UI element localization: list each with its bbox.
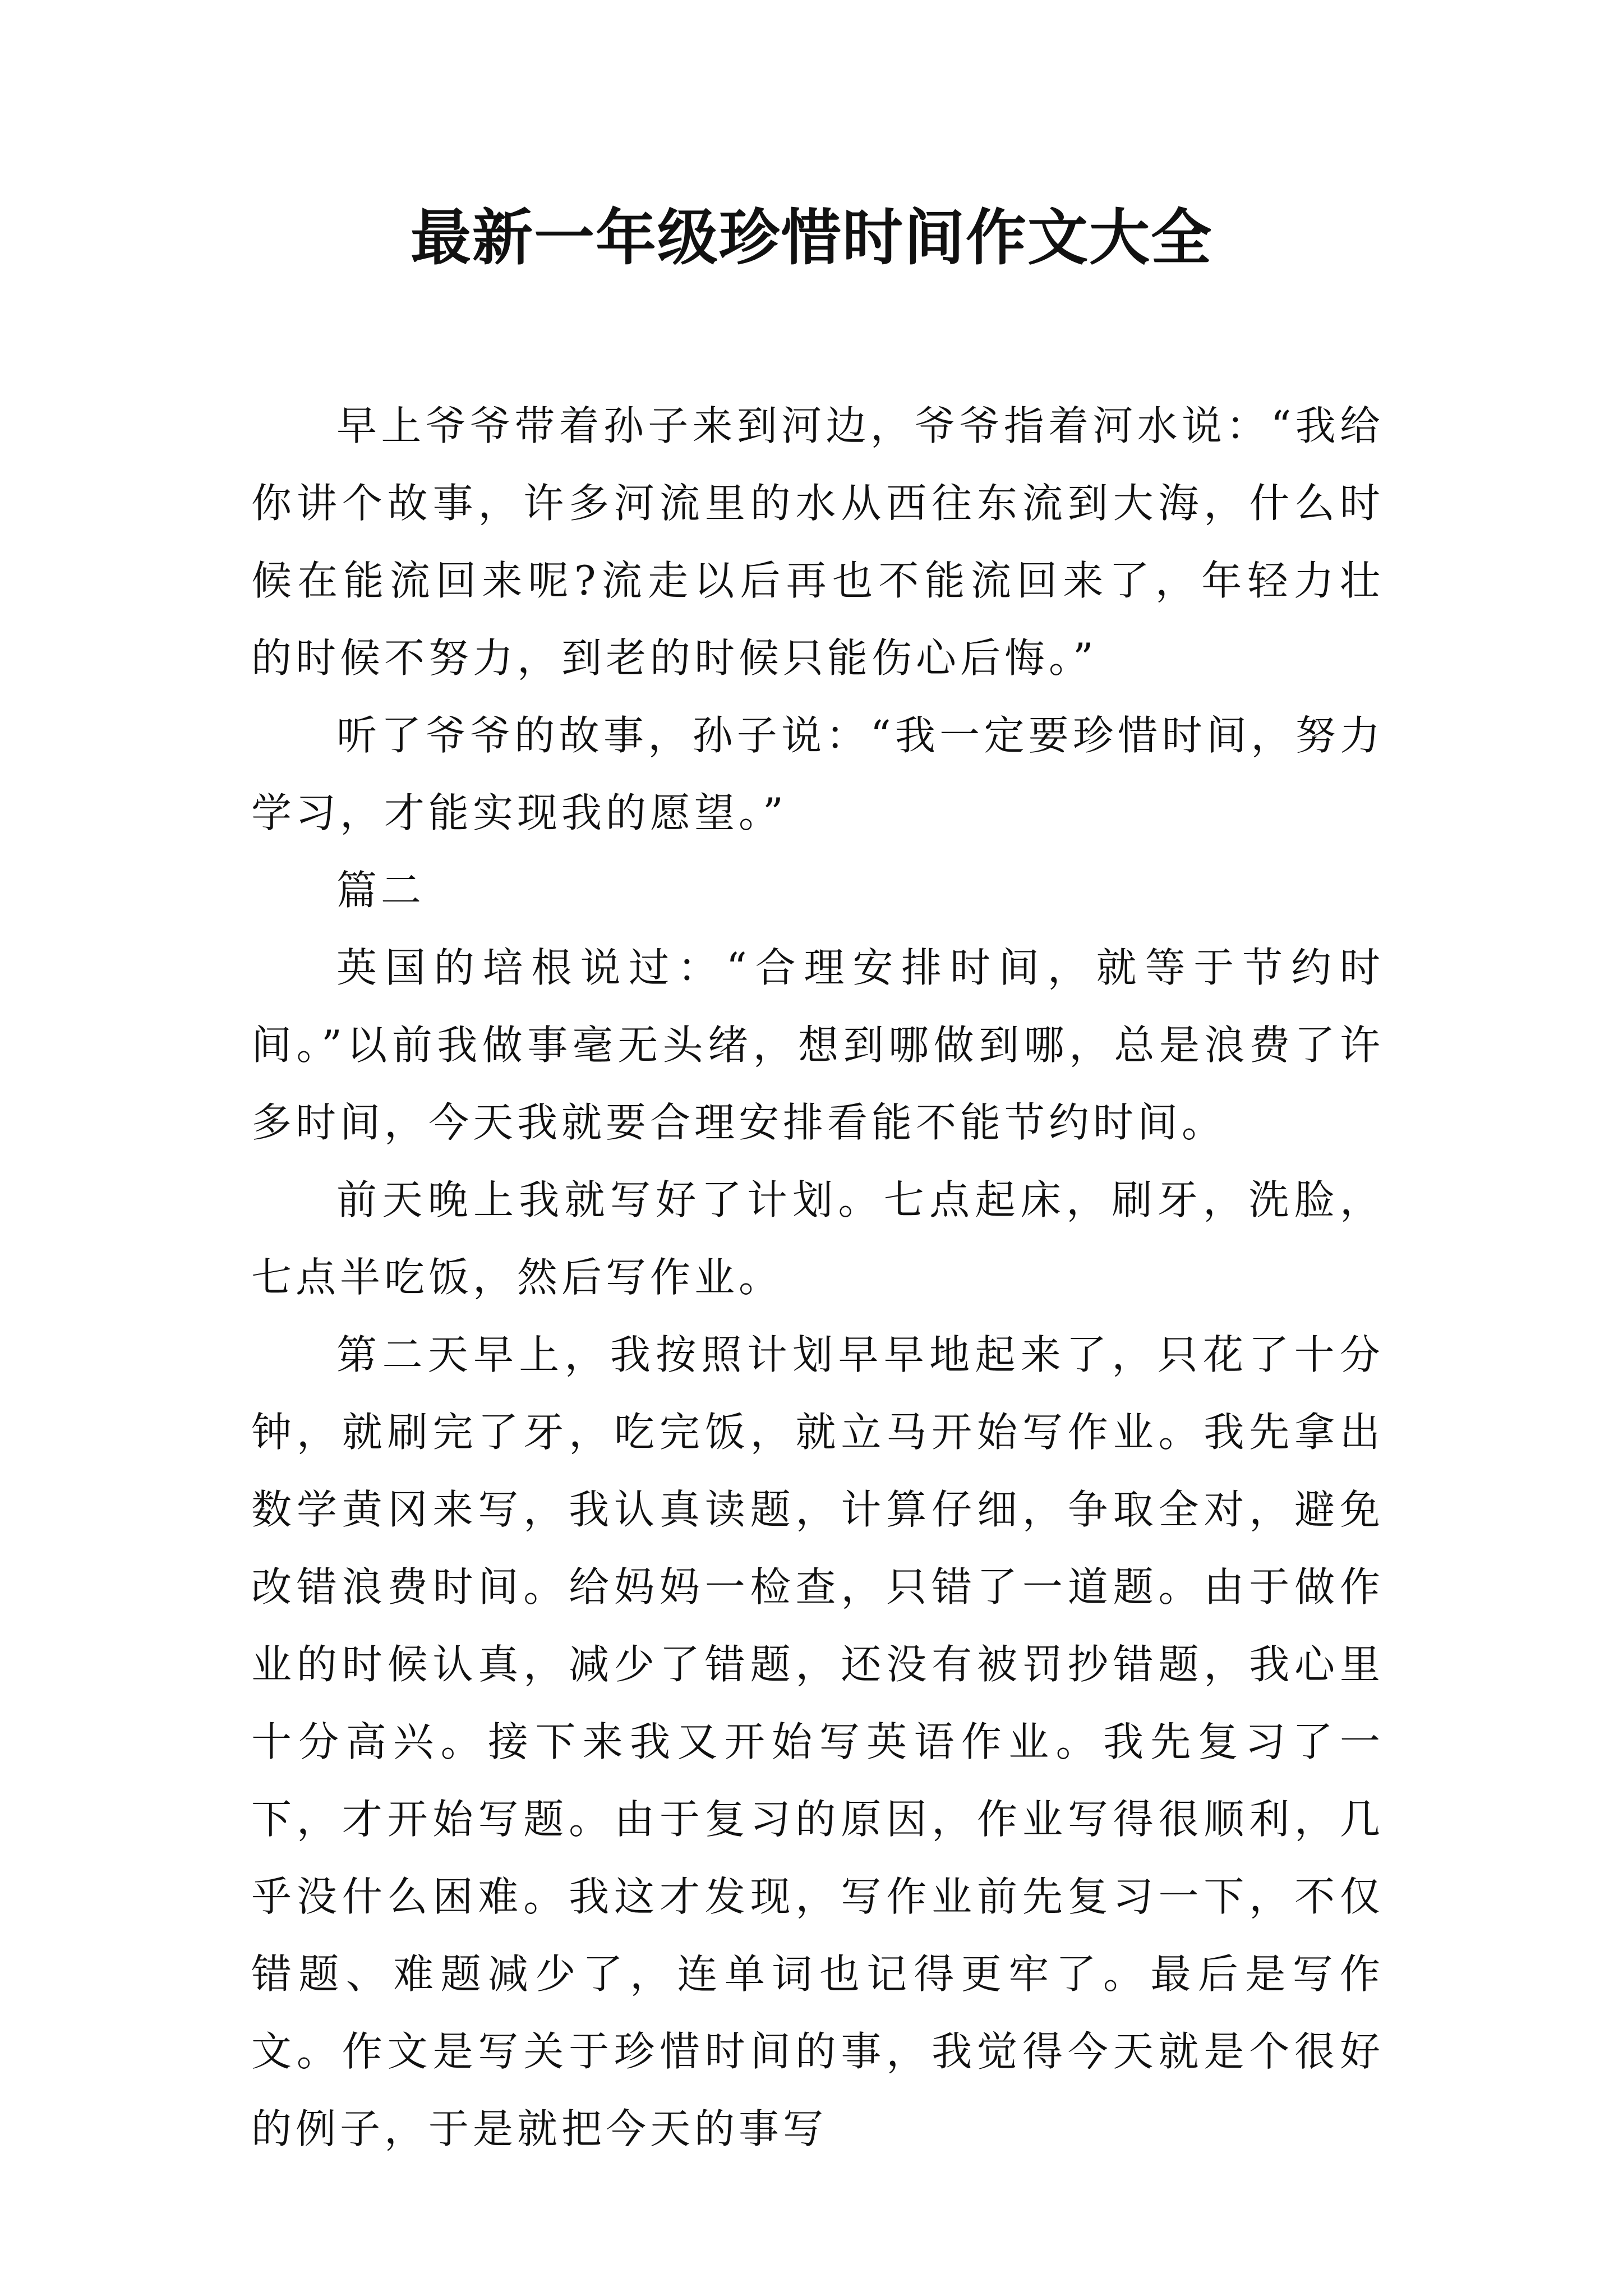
paragraph-bacon-quote: 英国的培根说过：“合理安排时间，就等于节约时间。”以前我做事毫无头绪，想到哪做到哪，总是浪费了许多时间，今天我就要合理安排看能不能节约时间。 [251,944,1384,1146]
document-title: 最新一年级珍惜时间作文大全 [410,203,1212,273]
document-body [251,387,1384,2168]
paragraph-next-day: 第二天早上，我按照计划早早地起来了，只花了十分钟，就刷完了牙，吃完饭，就立马开始写作业。我先拿出数学黄冈来写，我认真读题，计算仔细，争取全对，避免改错浪费时间。给妈妈一检查，只错了一道题。由于做作业的时候认真，减少了错题，还没有被罚抄错题，我心里十分高兴。接下来我又开始写英语作业。我先复习了一下，才开始写题。由于复习的原因，作业写得很顺利，几乎没什么困难。我这才发现，写作业前先复习一下，不仅错题、难题减少了，连单词也记得更牢了。最后是写作文。作文是写关于珍惜时间的事，我觉得今天就是个很好的例子，于是就把今天的事写 [251,1331,1384,2152]
paragraph-grandson-reply: 听了爷爷的故事，孙子说：“我一定要珍惜时间，努力学习，才能实现我的愿望。” [251,712,1384,836]
paragraph-grandpa-story: 早上爷爷带着孙子来到河边，爷爷指着河水说：“我给你讲个故事，许多河流里的水从西往东流到大海，什么时候在能流回来呢?流走以后再也不能流回来了，年轻力壮的时候不努力，到老的时候只能伤心后悔。” [251,402,1384,682]
section-heading-part-two: 篇二 [336,867,426,914]
paragraph-plan: 前天晚上我就写好了计划。七点起床，刷牙，洗脸，七点半吃饭，然后写作业。 [251,1176,1384,1301]
